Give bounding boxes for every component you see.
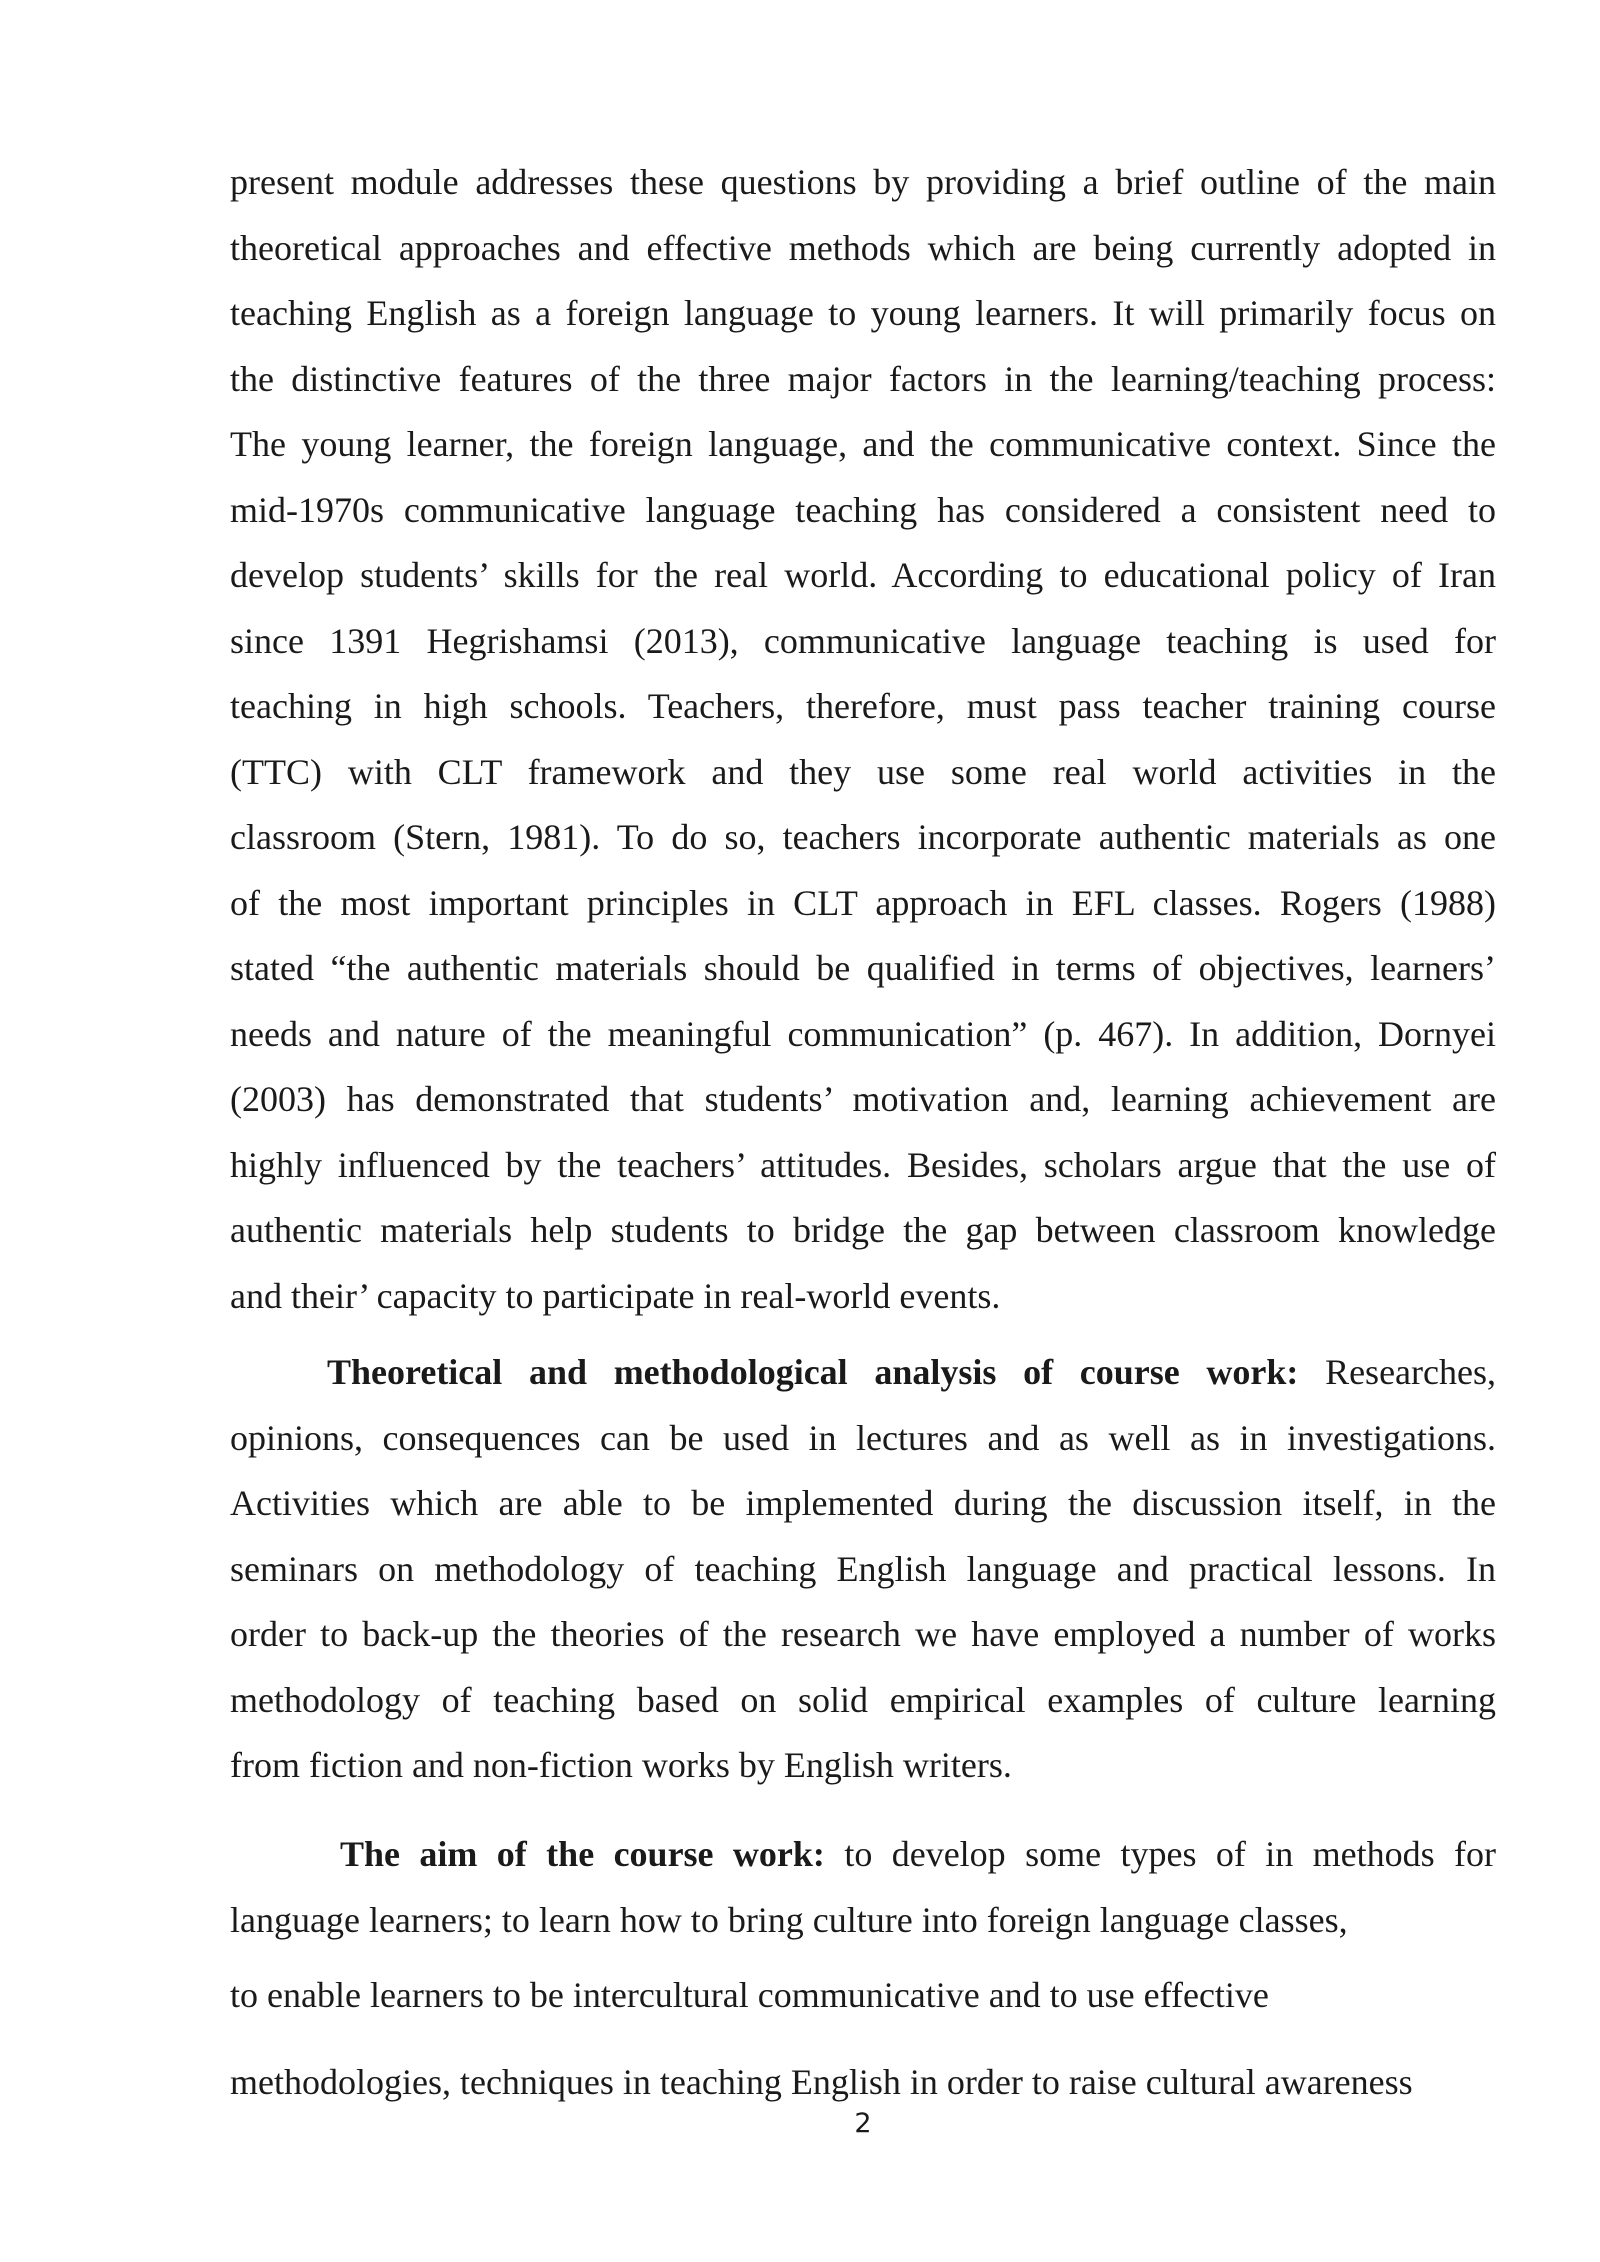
- text-line: from fiction and non-fiction works by English writers.: [230, 1745, 1012, 1785]
- section-heading: Theoretical and methodological analysis of course work:: [327, 1352, 1299, 1392]
- text-line: (TTC) with CLT framework and they use some real world activities in the: [230, 751, 1496, 792]
- text-line: highly influenced by the teachers’ attitudes. Besides, scholars argue that the use of: [230, 1144, 1496, 1185]
- text-line: teaching English as a foreign language to young learners. It will primarily focus on: [230, 293, 1496, 333]
- text-line: to enable learners to be intercultural communicative and to use effective: [230, 1975, 1269, 2015]
- text-line: develop students’ skills for the real world. According to educational policy of Iran: [230, 555, 1496, 595]
- text-line: The young learner, the foreign language, and the communicative context. Since the: [230, 424, 1496, 464]
- paragraph-aim: [230, 1822, 1496, 1953]
- text-line: mid-1970s communicative language teaching has considered a consistent need to: [230, 489, 1496, 530]
- text-line: methodology of teaching based on solid empirical examples of culture learning: [230, 1679, 1496, 1720]
- text-span: to develop some types of in methods for: [824, 1834, 1496, 1874]
- text-line: the distinctive features of the three major factors in the learning/teaching process:: [230, 358, 1496, 399]
- text-line: [230, 1340, 1496, 1406]
- text-line: order to back-up the theories of the research we have employed a number of works: [230, 1614, 1496, 1654]
- text-line: seminars on methodology of teaching English language and practical lessons. In: [230, 1548, 1496, 1589]
- text-line: (2003) has demonstrated that students’ motivation and, learning achievement are: [230, 1079, 1496, 1119]
- text-line: since 1391 Hegrishamsi (2013), communicative language teaching is used for: [230, 620, 1496, 661]
- text-line: methodologies, techniques in teaching English in order to raise cultural awareness: [230, 2062, 1413, 2102]
- text-line: of the most important principles in CLT approach in EFL classes. Rogers (1988): [230, 882, 1496, 923]
- text-line: stated “the authentic materials should be qualified in terms of objectives, learners’: [230, 948, 1496, 988]
- paragraph-intro: [230, 150, 1496, 1329]
- text-line: [230, 1822, 1496, 1888]
- text-span: Researches,: [1298, 1352, 1496, 1392]
- section-heading: The aim of the course work:: [340, 1834, 825, 1874]
- page-number: 2: [854, 2108, 872, 2139]
- text-line: classroom (Stern, 1981). To do so, teachers incorporate authentic materials as one: [230, 817, 1496, 857]
- text-line: teaching in high schools. Teachers, therefore, must pass teacher training course: [230, 686, 1496, 726]
- text-line: language learners; to learn how to bring culture into foreign language classes,: [230, 1899, 1348, 1940]
- text-line: present module addresses these questions by providing a brief outline of the main: [230, 162, 1496, 202]
- text-line: needs and nature of the meaningful communication” (p. 467). In addition, Dornyei: [230, 1013, 1496, 1054]
- text-line: theoretical approaches and effective methods which are being currently adopted in: [230, 227, 1496, 268]
- text-line: opinions, consequences can be used in lectures and as well as in investigations.: [230, 1417, 1496, 1458]
- paragraph-analysis: [230, 1340, 1496, 1799]
- text-line: and their’ capacity to participate in real-world events.: [230, 1275, 1001, 1316]
- text-line: authentic materials help students to bridge the gap between classroom knowledge: [230, 1210, 1496, 1250]
- text-line: Activities which are able to be implemented during the discussion itself, in the: [230, 1483, 1496, 1523]
